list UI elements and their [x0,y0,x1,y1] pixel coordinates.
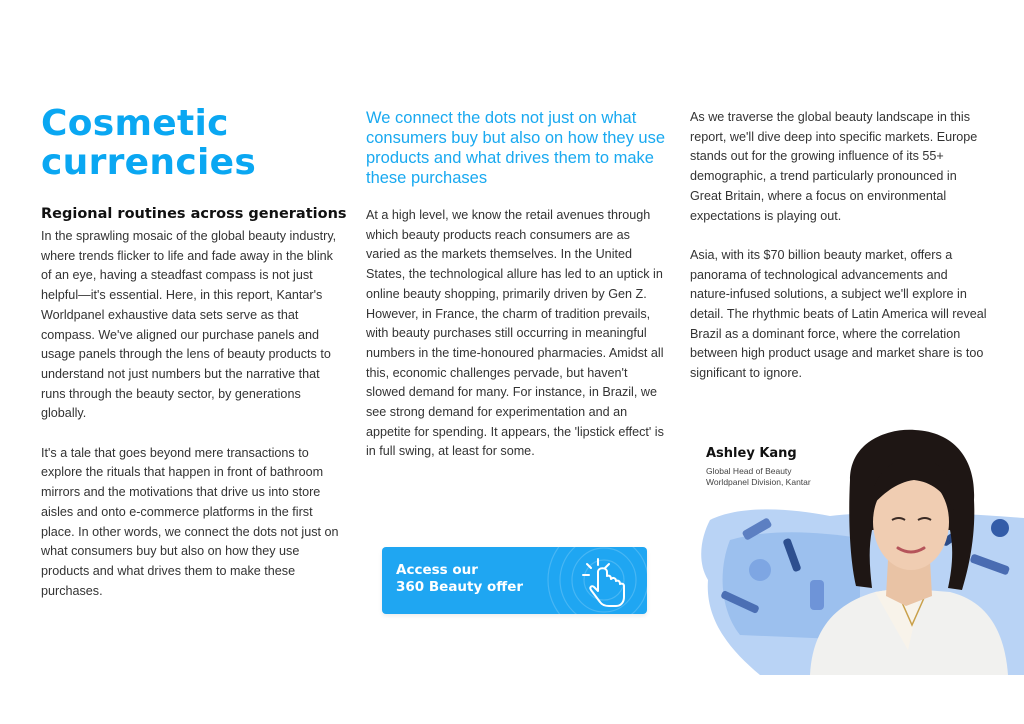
person-name: Ashley Kang [706,446,797,461]
col1-paragraph-2: It's a tale that goes beyond mere transactions to explore the rituals that happen in front of bathroom mirrors and the motivations that drive us into store aisles and onto e-commerce platforms in the first place. In other words, we connect the dots not just on what consumers buy but also on how they use products and what drives them to make these purchases. [41,445,339,598]
portrait-photo [700,420,1024,675]
title-line-2: currencies [41,142,257,183]
page-title [41,104,256,182]
section-subheading: Regional routines across generations [41,206,347,222]
tap-hand-icon [578,555,634,611]
col3-paragraph-1: As we traverse the global beauty landscape in this report, we'll dive deep into specific markets. Europe stands out for the growing influence of its 55+ demographic, a trend particularly pronounced in Great Britain, where a focus on environmental expectations is playing out. [690,110,978,223]
col3-paragraph-2: Asia, with its $70 billion beauty market, offers a panorama of technological advancements and nature-infused solutions, a subject we'll explore in detail. The rhythmic beats of Latin America will reveal Brazil as a dominant force, where the correlation between high product usage and market share is too significant to ignore. [690,247,987,381]
button-label-line-1: Access our [396,562,478,578]
col1-paragraph-1: In the sprawling mosaic of the global beauty industry, where trends flicker to life and fade away in the blink of an eye, having a steadfast compass is not just helpful—it's essential. Here, in this report, Kantar's Worldpanel exhaustive data sets serve as that compass. We've aligned our purchase panels and usage panels through the lens of beauty products to understand not just numbers but the narrative that runs through the beauty sector, by generations globally. [41,229,337,421]
column-3 [690,108,990,384]
access-360-beauty-button[interactable] [382,547,647,614]
person-role-line-1: Global Head of Beauty [706,466,792,476]
title-line-1: Cosmetic [41,103,229,144]
col2-paragraph-1: At a high level, we know the retail avenues through which beauty products reach consumers are as varied as the markets themselves. In the United States, the technological allure has led to an uptick in online beauty shopping, primarily driven by Gen Z. However, in France, the charm of tradition prevails, with beauty purchases still occurring in meaningful numbers in the time-honoured pharmacies. Amidst all this, economic challenges pervade, but haven't slowed demand for many. For instance, in Brazil, we see strong demand for experimentation and an appetite for spending. It appears, the 'lipstick effect' is in full swing, at least for some. [366,208,664,459]
column-1 [41,227,341,601]
person-role-line-2: Worldpanel Division, Kantar [706,477,811,487]
column-2 [366,206,666,462]
button-label [396,562,523,596]
button-label-line-2: 360 Beauty offer [396,579,524,595]
pull-quote: We connect the dots not just on what consumers buy but also on how they use products and what drives them to make these purchases [366,109,666,187]
